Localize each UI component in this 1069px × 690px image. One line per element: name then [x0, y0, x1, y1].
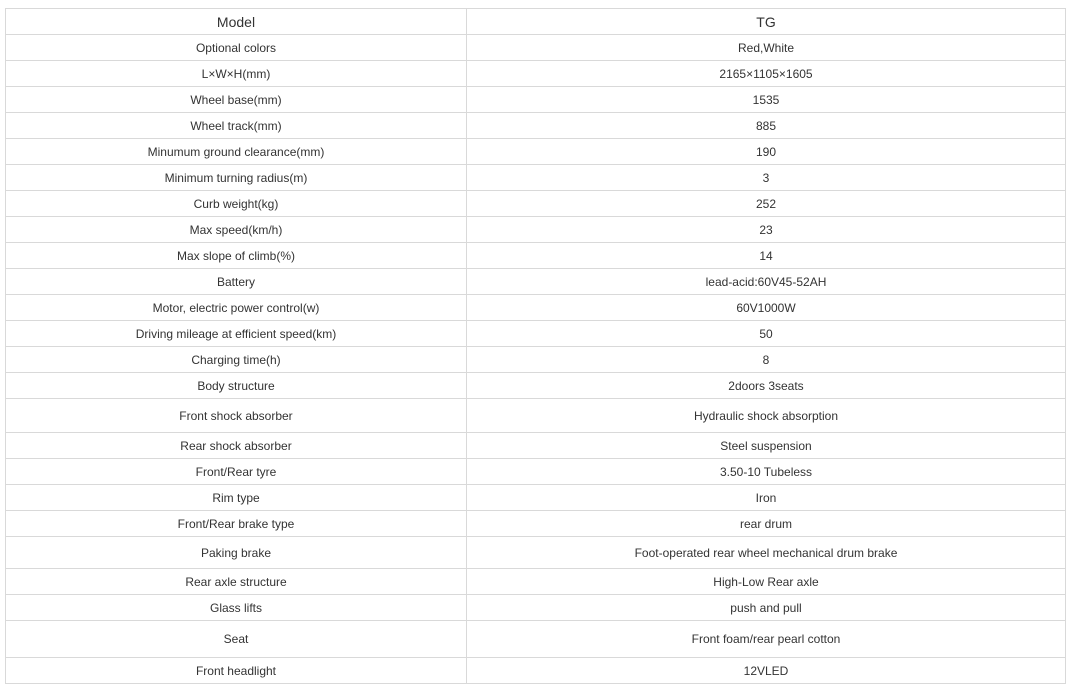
table-row	[6, 113, 1066, 139]
spec-label-cell: Minimum turning radius(m)	[6, 165, 467, 191]
spec-value-cell: 23	[467, 217, 1066, 243]
spec-value-cell: rear drum	[467, 511, 1066, 537]
spec-value-cell: Iron	[467, 485, 1066, 511]
spec-value-cell: push and pull	[467, 595, 1066, 621]
spec-label-cell: Front headlight	[6, 658, 467, 684]
spec-label-cell: Minumum ground clearance(mm)	[6, 139, 467, 165]
table-row	[6, 61, 1066, 87]
spec-value-cell: Hydraulic shock absorption	[467, 399, 1066, 433]
spec-value-cell: lead-acid:60V45-52AH	[467, 269, 1066, 295]
spec-label-cell: Curb weight(kg)	[6, 191, 467, 217]
spec-value-cell: 190	[467, 139, 1066, 165]
table-row	[6, 87, 1066, 113]
spec-label-cell: Wheel base(mm)	[6, 87, 467, 113]
spec-label-cell: Glass lifts	[6, 595, 467, 621]
spec-value-cell: 60V1000W	[467, 295, 1066, 321]
spec-value-cell: 12VLED	[467, 658, 1066, 684]
table-row	[6, 658, 1066, 684]
table-row	[6, 321, 1066, 347]
spec-value-cell: 8	[467, 347, 1066, 373]
table-row	[6, 459, 1066, 485]
table-row	[6, 217, 1066, 243]
spec-value-cell: 50	[467, 321, 1066, 347]
spec-label-cell: Rim type	[6, 485, 467, 511]
table-row	[6, 595, 1066, 621]
spec-value-cell: Foot-operated rear wheel mechanical drum brake	[467, 537, 1066, 569]
table-row	[6, 621, 1066, 658]
spec-table-body	[6, 9, 1066, 684]
table-row	[6, 243, 1066, 269]
spec-value-cell: 3.50-10 Tubeless	[467, 459, 1066, 485]
header-label-cell: Model	[6, 9, 467, 35]
table-row	[6, 399, 1066, 433]
spec-label-cell: Battery	[6, 269, 467, 295]
spec-label-cell: Motor, electric power control(w)	[6, 295, 467, 321]
table-row	[6, 347, 1066, 373]
spec-label-cell: Paking brake	[6, 537, 467, 569]
spec-value-cell: Front foam/rear pearl cotton	[467, 621, 1066, 658]
spec-label-cell: Wheel track(mm)	[6, 113, 467, 139]
spec-label-cell: Body structure	[6, 373, 467, 399]
spec-value-cell: 885	[467, 113, 1066, 139]
spec-value-cell: High-Low Rear axle	[467, 569, 1066, 595]
spec-label-cell: Front shock absorber	[6, 399, 467, 433]
spec-value-cell: 252	[467, 191, 1066, 217]
table-row	[6, 537, 1066, 569]
table-row	[6, 139, 1066, 165]
spec-label-cell: Front/Rear brake type	[6, 511, 467, 537]
spec-table	[5, 8, 1066, 684]
spec-value-cell: 2165×1105×1605	[467, 61, 1066, 87]
spec-label-cell: Rear axle structure	[6, 569, 467, 595]
spec-label-cell: Driving mileage at efficient speed(km)	[6, 321, 467, 347]
table-row	[6, 191, 1066, 217]
table-row	[6, 433, 1066, 459]
spec-label-cell: Charging time(h)	[6, 347, 467, 373]
spec-label-cell: Front/Rear tyre	[6, 459, 467, 485]
spec-value-cell: 3	[467, 165, 1066, 191]
table-row	[6, 485, 1066, 511]
spec-value-cell: Red,White	[467, 35, 1066, 61]
spec-label-cell: Max slope of climb(%)	[6, 243, 467, 269]
table-row	[6, 295, 1066, 321]
table-row	[6, 569, 1066, 595]
spec-label-cell: Max speed(km/h)	[6, 217, 467, 243]
table-row	[6, 373, 1066, 399]
spec-label-cell: Rear shock absorber	[6, 433, 467, 459]
table-row	[6, 511, 1066, 537]
spec-value-cell: 14	[467, 243, 1066, 269]
table-row	[6, 35, 1066, 61]
table-row	[6, 269, 1066, 295]
spec-value-cell: 1535	[467, 87, 1066, 113]
spec-label-cell: Optional colors	[6, 35, 467, 61]
spec-value-cell: Steel suspension	[467, 433, 1066, 459]
table-header-row	[6, 9, 1066, 35]
spec-value-cell: 2doors 3seats	[467, 373, 1066, 399]
header-value-cell: TG	[467, 9, 1066, 35]
table-row	[6, 165, 1066, 191]
spec-label-cell: Seat	[6, 621, 467, 658]
spec-label-cell: L×W×H(mm)	[6, 61, 467, 87]
